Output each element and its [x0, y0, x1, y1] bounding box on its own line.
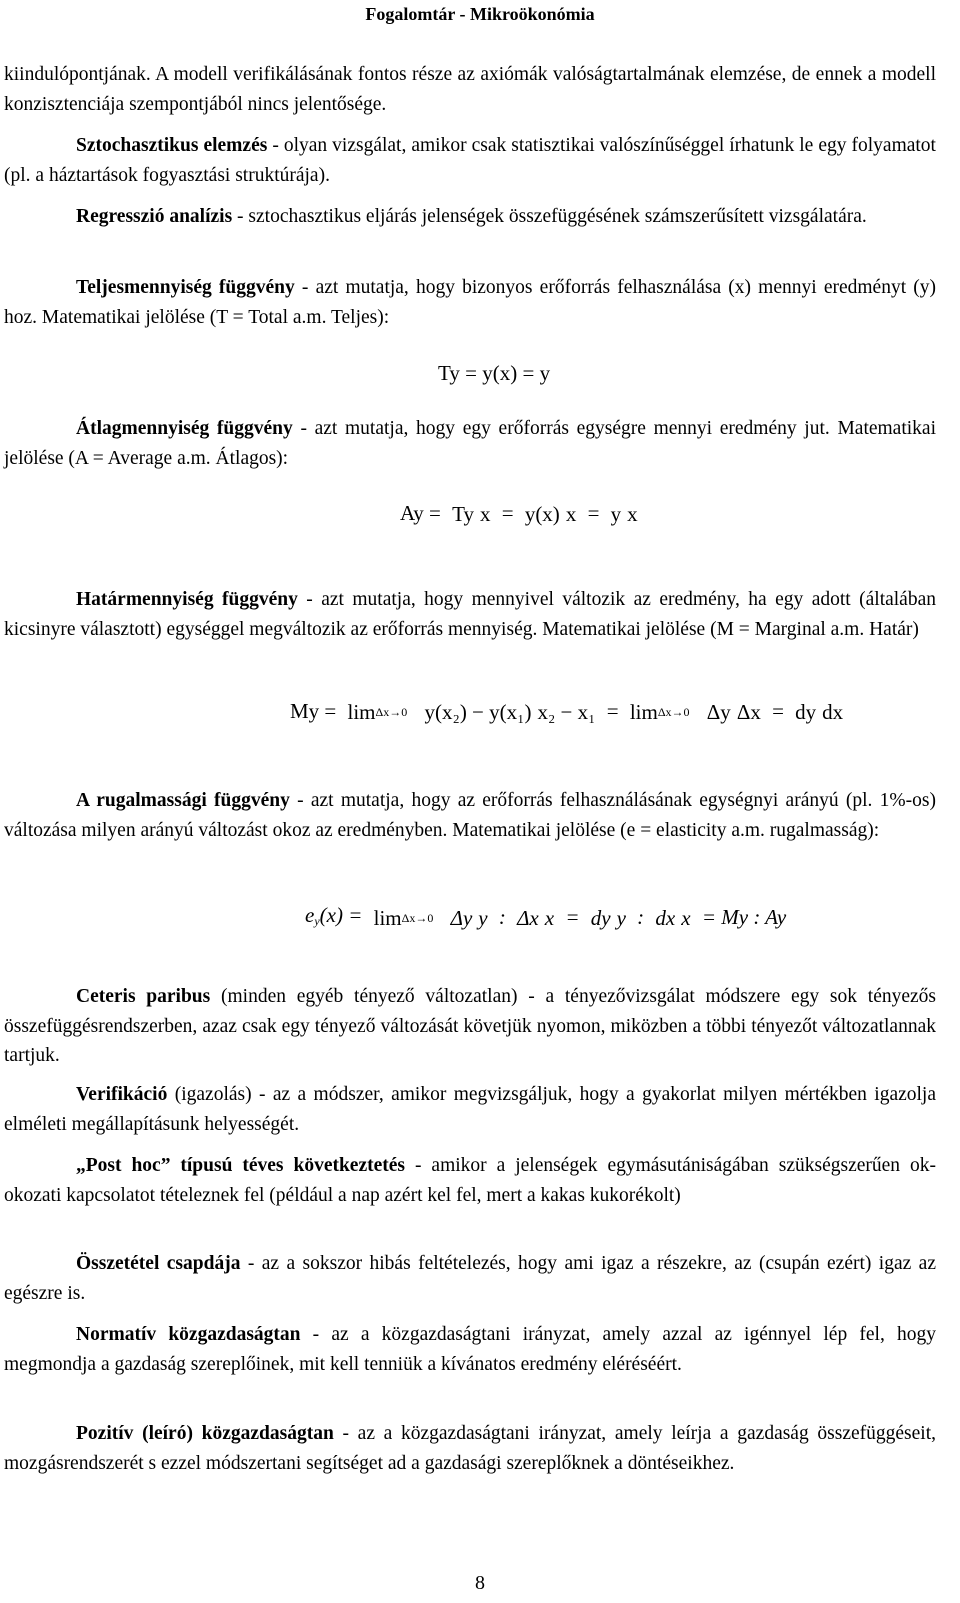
term: Pozitív (leíró) közgazdaságtan — [76, 1423, 334, 1444]
definition-average-product: Átlagmennyiség függvény - azt mutatja, hogy egy erőforrás egységre mennyi eredmény jut. Matematikai jelölése (A = Average a.m. Átlagos): — [4, 418, 936, 469]
term: Regresszió analízis — [76, 206, 233, 227]
definition-stochastic-analysis: Sztochasztikus elemzés - olyan vizsgálat, amikor csak statisztikai valószínűséggel írhatunk le egy folyamatot (pl. a háztartások fogyasztási struktúrája). — [4, 135, 936, 186]
equation-elasticity: $e_y(x) = \lim\Delta x\to 0$ Δy y : Δx x = dy y : dx x = My : Ay — [305, 903, 787, 931]
definition-post-hoc: „Post hoc” típusú téves következtetés - amikor a jelenségek egymásutániságában szükségszerűen ok-okozati kapcsolatot tételeznek fel (például a nap azért kel fel, mert a kakas kukorékolt) — [4, 1155, 936, 1206]
definition-verification: Verifikáció (igazolás) - az a módszer, amikor megvizsgáljuk, hogy a gyakorlat milyen mértékben igazolja elméleti megállapításunk helyességét. — [4, 1084, 936, 1135]
term: A rugalmassági függvény — [76, 790, 290, 811]
equation-average: Ay = Ty x = y(x) x = y x — [400, 501, 638, 527]
definition-ceteris-paribus: Ceteris paribus (minden egyéb tényező változatlan) - a tényezővizsgálat módszere egy sok tényezős összefüggésrendszerben, azaz csak egy tényező változását követjük nyomon, miközben a többi tényezőt változatlannak tartjuk. — [4, 986, 936, 1066]
page-number: 8 — [475, 1572, 485, 1594]
term: Összetétel csapdája — [76, 1253, 241, 1274]
term: Átlagmennyiség függvény — [76, 418, 293, 439]
term: Sztochasztikus elemzés — [76, 135, 268, 156]
definition-fallacy-of-composition: Összetétel csapdája - az a sokszor hibás feltételezés, hogy ami igaz a részekre, az (csupán ezért) igaz az egészre is. — [4, 1253, 936, 1304]
definition-elasticity: A rugalmassági függvény - azt mutatja, hogy az erőforrás felhasználásának egységnyi arányú (pl. 1%-os) változása milyen arányú változást okoz az eredményben. Matematikai jelölése (e = elasticity a.m. rugalmasság): — [4, 790, 936, 841]
definition-positive-economics: Pozitív (leíró) közgazdaságtan - az a közgazdaságtani irányzat, amely leírja a gazdaság összefüggéseit, mozgásrendszerét s ezzel módszertani segítséget ad a gazdasági szereplőknek a döntéseikhez. — [4, 1423, 936, 1474]
definition-normative-economics: Normatív közgazdaságtan - az a közgazdaságtani irányzat, amely azzal az igénnyel lép fel, hogy megmondja a gazdaság szereplőinek, mit kell tenniük a kívánatos eredmény eléréséért. — [4, 1324, 936, 1375]
term: Normatív közgazdaságtan — [76, 1324, 301, 1345]
term: Verifikáció — [76, 1084, 168, 1105]
term: Teljesmennyiség függvény — [76, 277, 295, 298]
term: Ceteris paribus — [76, 986, 211, 1007]
definition-marginal-product: Határmennyiség függvény - azt mutatja, hogy mennyivel változik az eredmény, ha egy adott (általában kicsinyre választott) egységgel megváltozik az erőforrás mennyiség. Matematikai jelölése (M = Marginal a.m. Határ) — [4, 589, 936, 640]
page-header: Fogalomtár - Mikroökonómia — [365, 4, 595, 24]
term: Határmennyiség függvény — [76, 589, 298, 610]
term: „Post hoc” típusú téves következtetés — [76, 1155, 406, 1176]
paragraph-continuation: kiindulópontjának. A modell verifikálásának fontos része az axiómák valóságtartalmának elemzése, de ennek a modell konzisztenciája szempontjából nincs jelentősége. — [4, 64, 936, 115]
definition-regression: Regresszió analízis - sztochasztikus eljárás jelenségek összefüggésének számszerűsített vizsgálatára. — [76, 206, 867, 227]
equation-total: Ty = y(x) = y — [438, 361, 551, 386]
equation-marginal: My = limΔx→0 y(x₂) − y(x₁) x₂ − x₁ = limΔx→0 Δy Δx = dy dx — [290, 699, 844, 725]
definition-total-product: Teljesmennyiség függvény - azt mutatja, hogy bizonyos erőforrás felhasználása (x) mennyi eredményt (y) hoz. Matematikai jelölése (T = Total a.m. Teljes): — [4, 277, 937, 328]
